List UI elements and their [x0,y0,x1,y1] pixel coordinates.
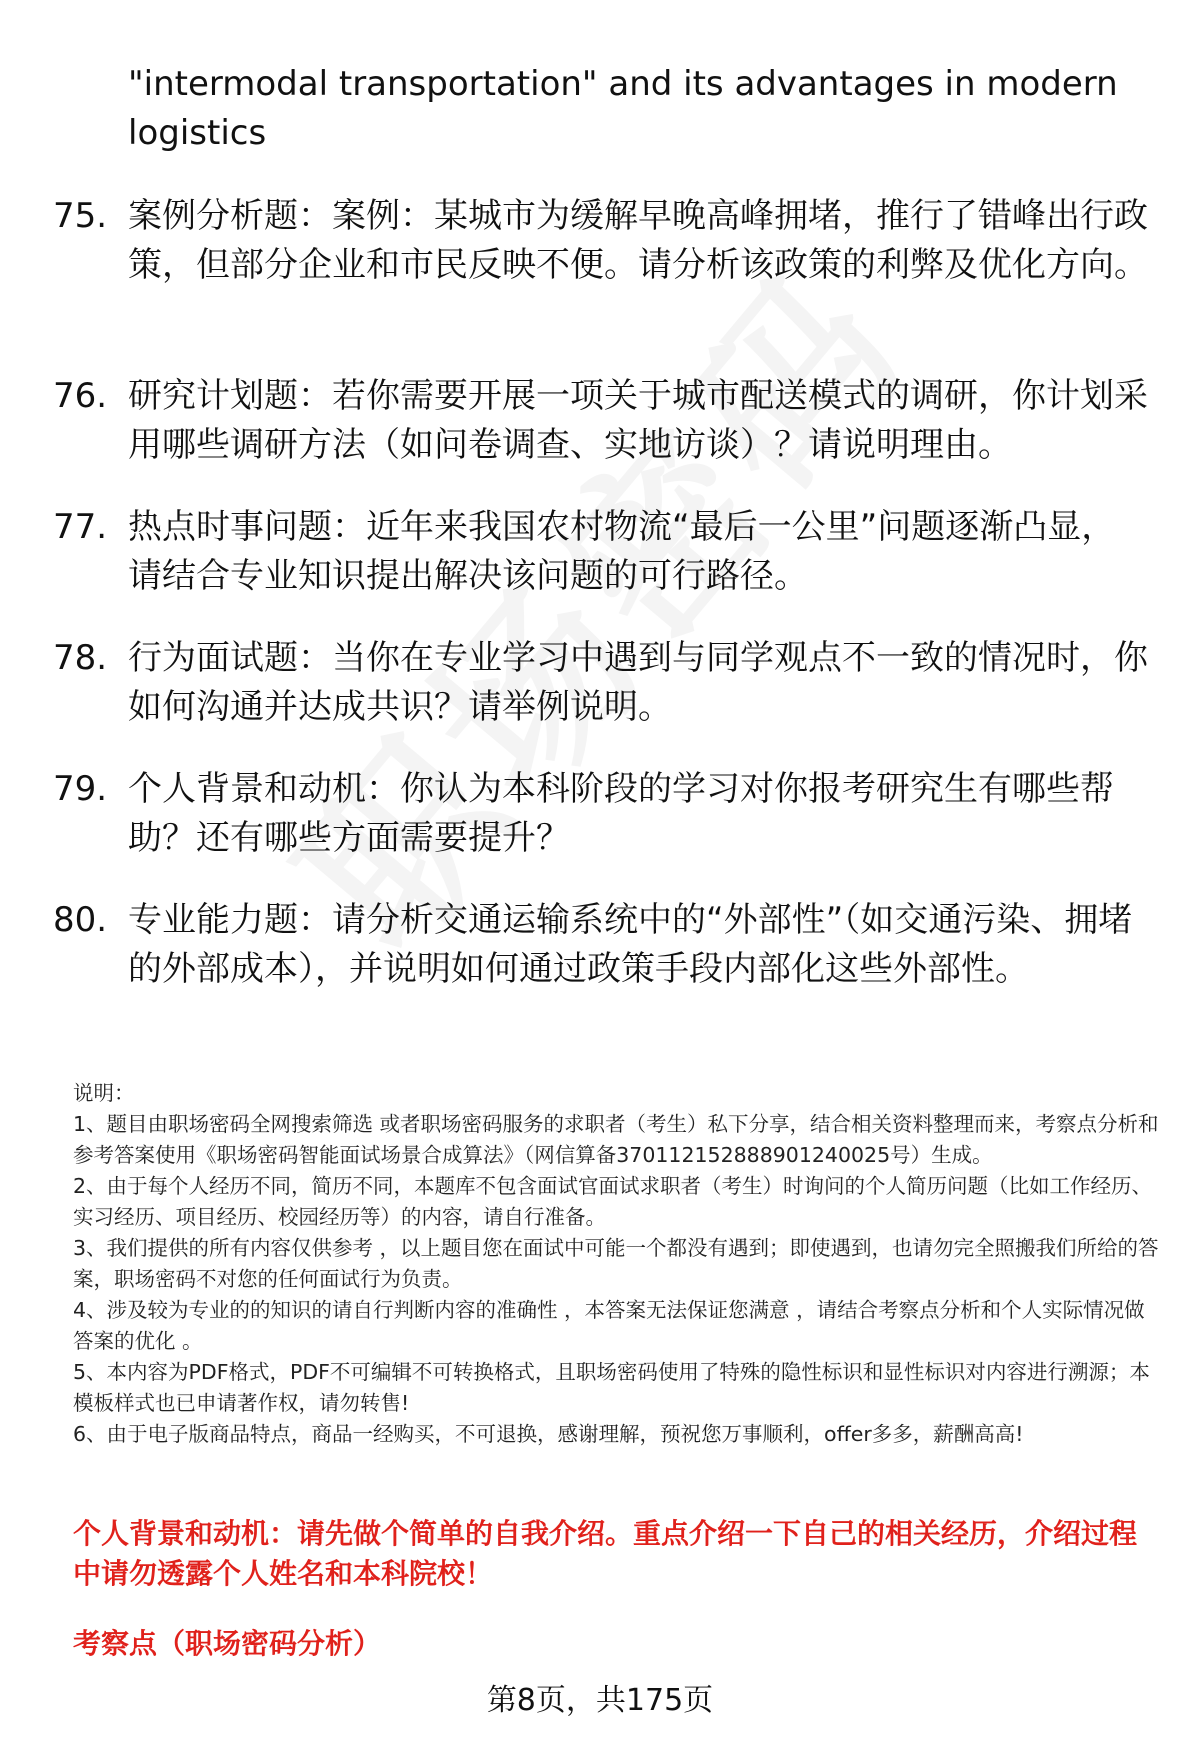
question-text: 个人背景和动机：你认为本科阶段的学习对你报考研究生有哪些帮助？还有哪些方面需要提升？ [128,769,1114,858]
question-text: 行为面试题：当你在专业学习中遇到与同学观点不一致的情况时，你如何沟通并达成共识？请举例说明。 [128,638,1148,727]
note-item: 1、题目由职场密码全网搜索筛选 或者职场密码服务的求职者（考生）私下分享，结合相关资料整理而来，考察点分析和参考答案使用《职场密码智能面试场景合成算法》（网信算备370112152888901240025号）生成。 [73,1112,1159,1167]
question-number: 78. [53,638,108,678]
note-item: 2、由于每个人经历不同，简历不同，本题库不包含面试官面试求职者（考生）时询问的个人简历问题（比如工作经历、实习经历、项目经历、校园经历等）的内容，请自行准备。 [73,1174,1153,1229]
question-number: 80. [53,900,108,940]
question-text: 专业能力题：请分析交通运输系统中的“外部性”（如交通污染、拥堵的外部成本），并说明如何通过政策手段内部化这些外部性。 [128,900,1133,989]
question-number: 77. [53,507,108,547]
question-text: 研究计划题：若你需要开展一项关于城市配送模式的调研，你计划采用哪些调研方法（如问卷调查、实地访谈）？请说明理由。 [128,376,1148,465]
note-item: 6、由于电子版商品特点，商品一经购买，不可退换，感谢理解，预祝您万事顺利，offer多多，薪酬高高! [73,1422,1024,1446]
question-number: 76. [53,376,108,416]
notes-title: 说明： [73,1081,135,1105]
question-number: 79. [53,769,108,809]
note-item: 5、本内容为PDF格式，PDF不可编辑不可转换格式，且职场密码使用了特殊的隐性标识和显性标识对内容进行溯源；本模板样式也已申请著作权，请勿转售! [73,1360,1150,1415]
section-heading: 考察点（职场密码分析） [73,1627,382,1660]
note-item: 4、涉及较为专业的的知识的请自行判断内容的准确性 ，本答案无法保证您满意 ，请结合考察点分析和个人实际情况做答案的优化 。 [73,1298,1145,1353]
question-text: 案例分析题：案例：某城市为缓解早晚高峰拥堵，推行了错峰出行政策，但部分企业和市民反映不便。请分析该政策的利弊及优化方向。 [128,196,1148,285]
question-number: 75. [53,196,108,236]
question-text: "intermodal transportation" and its advantages in modern logistics [128,64,1118,153]
note-item: 3、我们提供的所有内容仅供参考 ，以上题目您在面试中可能一个都没有遇到；即使遇到，也请勿完全照搬我们所给的答案，职场密码不对您的任何面试行为负责。 [73,1236,1159,1291]
notes-section [73,1078,1163,1450]
question-text: 热点时事问题：近年来我国农村物流“最后一公里”问题逐渐凸显，请结合专业知识提出解决该问题的可行路径。 [128,507,1116,596]
watermark [230,207,953,995]
highlight-question: 个人背景和动机：请先做个简单的自我介绍。重点介绍一下自己的相关经历，介绍过程中请勿透露个人姓名和本科院校！ [73,1517,1138,1590]
page-footer: 第8页，共175页 [486,1683,714,1718]
